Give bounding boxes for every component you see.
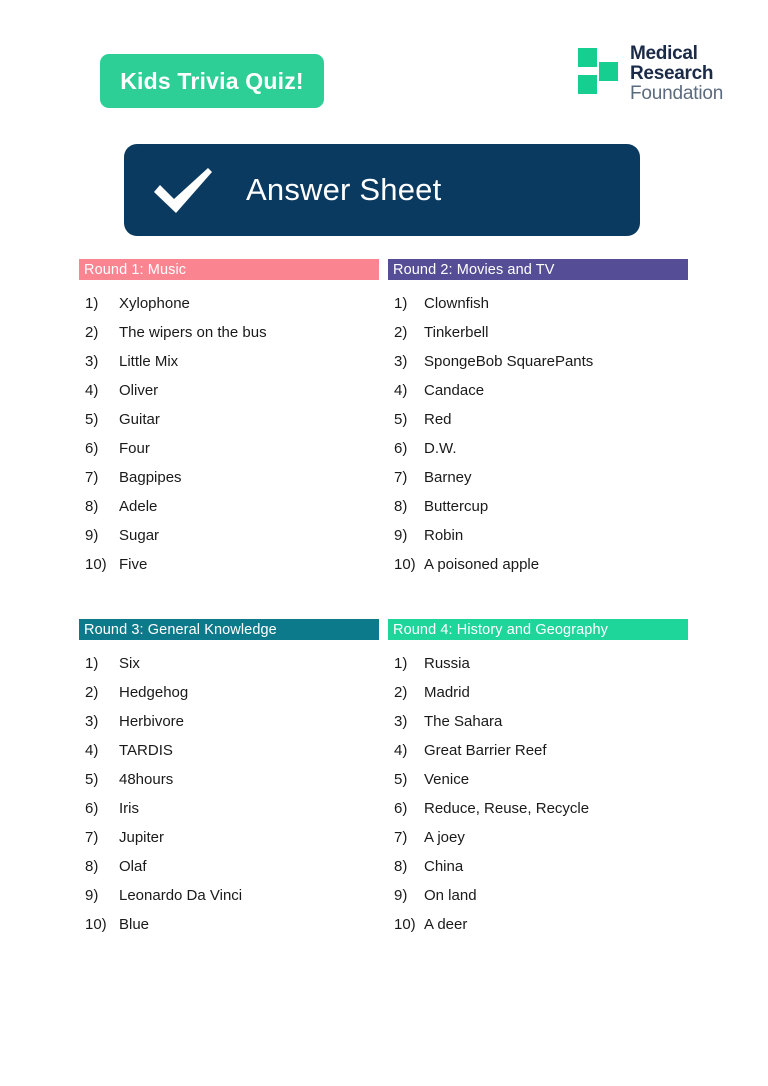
answer-row (79, 353, 379, 382)
answer-text: Reduce, Reuse, Recycle (424, 800, 590, 817)
answer-number: 9) (85, 887, 99, 904)
answer-number: 1) (394, 655, 408, 672)
logo-line-medical: Medical (630, 43, 698, 64)
quiz-title-badge (100, 54, 324, 108)
answer-text: Four (119, 440, 150, 457)
answer-text: Candace (424, 382, 485, 399)
answer-text: Bagpipes (119, 469, 182, 486)
answer-text: Little Mix (119, 353, 179, 370)
answer-text: Barney (424, 469, 472, 486)
answer-number: 6) (85, 440, 99, 457)
answer-text: Adele (119, 498, 158, 515)
answer-text: Madrid (424, 684, 470, 701)
answer-number: 1) (394, 295, 408, 312)
answer-row (79, 469, 379, 498)
answer-number: 10) (394, 556, 416, 573)
answer-text: Tinkerbell (424, 324, 489, 341)
answer-text: Robin (424, 527, 464, 544)
answer-list-3 (79, 655, 379, 945)
answer-number: 2) (394, 684, 408, 701)
answer-row (79, 713, 379, 742)
answer-row (388, 411, 688, 440)
answer-number: 3) (394, 713, 408, 730)
answer-text: The wipers on the bus (119, 324, 267, 341)
answer-text: Leonardo Da Vinci (119, 887, 243, 904)
answer-number: 7) (85, 829, 99, 846)
round-header-3 (79, 619, 379, 640)
answer-row (79, 916, 379, 945)
answer-number: 3) (394, 353, 408, 370)
answer-number: 10) (85, 556, 107, 573)
answer-text: Blue (119, 916, 150, 933)
answer-row (79, 382, 379, 411)
answer-number: 8) (394, 858, 408, 875)
answer-text: Buttercup (424, 498, 489, 515)
answer-row (388, 353, 688, 382)
answer-text: Five (119, 556, 148, 573)
answer-text: Oliver (119, 382, 159, 399)
answer-text: Red (424, 411, 452, 428)
answer-number: 6) (394, 800, 408, 817)
answer-number: 8) (394, 498, 408, 515)
answer-number: 6) (394, 440, 408, 457)
answer-number: 5) (85, 411, 99, 428)
round-title-1: Round 1: Music (84, 261, 187, 278)
answer-row (79, 771, 379, 800)
answer-text: D.W. (424, 440, 457, 457)
answer-number: 10) (394, 916, 416, 933)
answer-row (388, 887, 688, 916)
answer-row (388, 713, 688, 742)
banner-title: Answer Sheet (246, 172, 442, 207)
answer-text: Hedgehog (119, 684, 189, 701)
answer-row (388, 655, 688, 684)
answer-text: Six (119, 655, 140, 672)
round-title-4: Round 4: History and Geography (393, 621, 608, 638)
answer-text: Iris (119, 800, 139, 817)
answer-text: 48hours (119, 771, 174, 788)
answer-number: 2) (85, 684, 99, 701)
round-header-1 (79, 259, 379, 280)
answer-text: Russia (424, 655, 470, 672)
answer-number: 5) (85, 771, 99, 788)
answer-text: The Sahara (424, 713, 503, 730)
answer-number: 3) (85, 713, 99, 730)
answer-row (79, 829, 379, 858)
answer-row (388, 916, 688, 945)
answer-number: 8) (85, 858, 99, 875)
answer-text: On land (424, 887, 477, 904)
answer-text: Olaf (119, 858, 147, 875)
answer-text: Guitar (119, 411, 160, 428)
answer-number: 2) (394, 324, 408, 341)
answer-number: 4) (85, 742, 99, 759)
answer-row (79, 440, 379, 469)
answer-row (388, 527, 688, 556)
round-section-4 (388, 619, 688, 945)
answer-sheet-banner (124, 144, 640, 236)
check-icon (146, 160, 220, 220)
answer-text: Sugar (119, 527, 160, 544)
answer-text: China (424, 858, 464, 875)
round-section-1 (79, 259, 379, 585)
answer-number: 8) (85, 498, 99, 515)
answer-row (79, 684, 379, 713)
answer-number: 5) (394, 771, 408, 788)
answer-list-2 (388, 295, 688, 585)
logo-wordmark (630, 42, 723, 103)
quiz-title-text: Kids Trivia Quiz! (120, 67, 304, 94)
logo-mark-icon (578, 48, 622, 94)
answer-number: 6) (85, 800, 99, 817)
answer-row (388, 440, 688, 469)
answer-number: 1) (85, 295, 99, 312)
answer-number: 2) (85, 324, 99, 341)
round-title-3: Round 3: General Knowledge (84, 621, 277, 638)
answer-number: 4) (394, 742, 408, 759)
answer-row (79, 742, 379, 771)
answer-list-1 (79, 295, 379, 585)
answer-row (388, 858, 688, 887)
answer-row (79, 295, 379, 324)
answer-text: A poisoned apple (424, 556, 540, 573)
answer-row (79, 800, 379, 829)
answer-row (79, 324, 379, 353)
answer-text: A deer (424, 916, 468, 933)
answer-row (388, 295, 688, 324)
answer-number: 9) (394, 887, 408, 904)
answer-row (388, 498, 688, 527)
round-section-2 (388, 259, 688, 585)
answer-text: Venice (424, 771, 470, 788)
logo-line-foundation: Foundation (630, 83, 724, 104)
answer-text: Great Barrier Reef (424, 742, 547, 759)
answer-row (79, 498, 379, 527)
answer-number: 10) (85, 916, 107, 933)
answer-row (388, 742, 688, 771)
answer-text: SpongeBob SquarePants (424, 353, 594, 370)
answer-row (79, 527, 379, 556)
round-section-3 (79, 619, 379, 945)
logo-line-research: Research (630, 63, 714, 84)
answer-text: A joey (424, 829, 465, 846)
answer-row (79, 858, 379, 887)
answer-number: 3) (85, 353, 99, 370)
answer-list-4 (388, 655, 688, 945)
answer-number: 7) (394, 829, 408, 846)
answer-number: 7) (85, 469, 99, 486)
medical-research-foundation-logo (578, 42, 724, 104)
answer-text: Herbivore (119, 713, 185, 730)
answer-row (79, 655, 379, 684)
answer-number: 5) (394, 411, 408, 428)
round-header-2 (388, 259, 688, 280)
answer-row (388, 771, 688, 800)
answer-row (388, 556, 688, 585)
answer-text: Clownfish (424, 295, 490, 312)
answer-row (388, 324, 688, 353)
answer-row (388, 684, 688, 713)
answer-number: 1) (85, 655, 99, 672)
answer-text: Jupiter (119, 829, 165, 846)
round-title-2: Round 2: Movies and TV (393, 261, 555, 278)
answer-row (388, 800, 688, 829)
answer-row (79, 556, 379, 585)
answer-number: 4) (85, 382, 99, 399)
round-header-4 (388, 619, 688, 640)
answer-number: 7) (394, 469, 408, 486)
answer-row (79, 411, 379, 440)
answer-text: TARDIS (119, 742, 173, 759)
answer-row (388, 469, 688, 498)
answer-row (79, 887, 379, 916)
answer-number: 4) (394, 382, 408, 399)
answer-row (388, 382, 688, 411)
answer-row (388, 829, 688, 858)
answer-text: Xylophone (119, 295, 190, 312)
answer-number: 9) (85, 527, 99, 544)
answer-number: 9) (394, 527, 408, 544)
